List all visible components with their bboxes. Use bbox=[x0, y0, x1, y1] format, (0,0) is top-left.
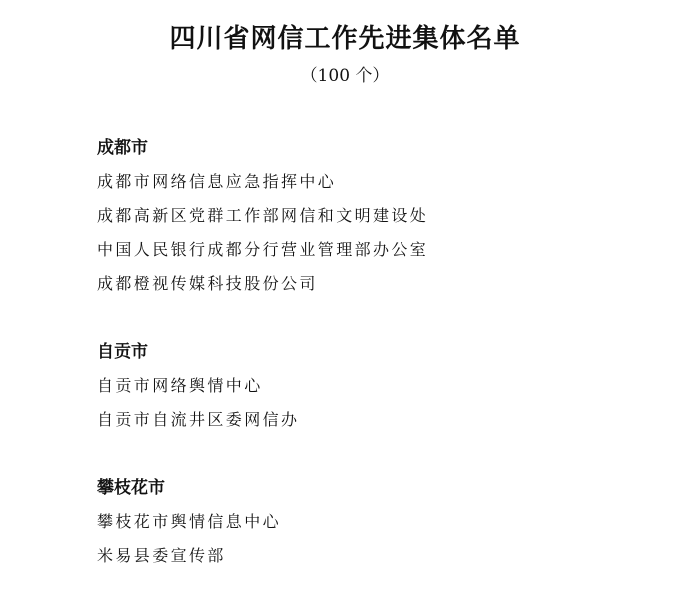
organization-item: 攀枝花市舆情信息中心 bbox=[97, 512, 282, 531]
city-heading: 成都市 bbox=[97, 138, 148, 158]
organization-item: 中国人民银行成都分行营业管理部办公室 bbox=[97, 240, 429, 259]
organization-item: 自贡市网络舆情中心 bbox=[97, 376, 263, 395]
organization-item: 自贡市自流井区委网信办 bbox=[97, 410, 300, 429]
city-heading: 攀枝花市 bbox=[97, 478, 165, 498]
organization-item: 米易县委宣传部 bbox=[97, 546, 226, 565]
document-subtitle: （100 个） bbox=[300, 66, 390, 86]
city-section-panzhihua bbox=[97, 477, 657, 579]
city-section-zigong bbox=[97, 341, 657, 443]
city-heading: 自贡市 bbox=[97, 342, 148, 362]
document-title: 四川省网信工作先进集体名单 bbox=[169, 24, 521, 54]
organization-item: 成都市网络信息应急指挥中心 bbox=[97, 172, 337, 191]
organization-item: 成都高新区党群工作部网信和文明建设处 bbox=[97, 206, 429, 225]
organization-item: 成都橙视传媒科技股份公司 bbox=[97, 274, 318, 293]
city-section-chengdu bbox=[97, 137, 657, 307]
